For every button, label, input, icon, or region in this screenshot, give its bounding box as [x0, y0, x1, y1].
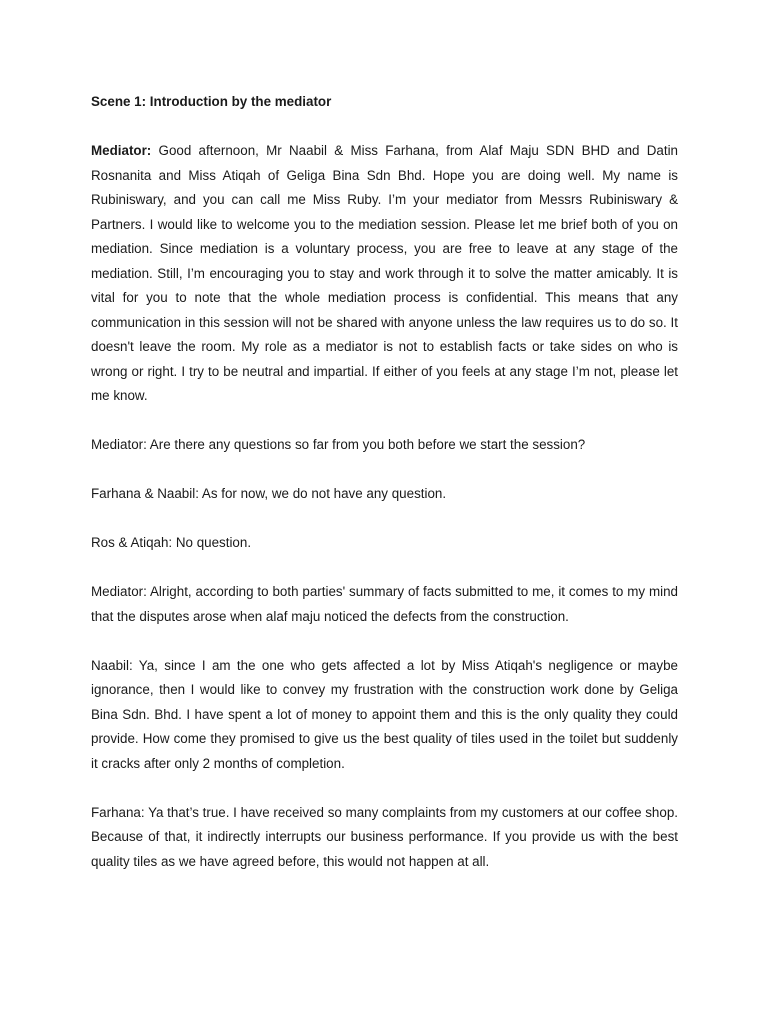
paragraph-naabil-statement: Naabil: Ya, since I am the one who gets affected a lot by Miss Atiqah's negligence or maybe ignorance, then I would like to convey my frustration with the construction work done by Geliga Bina Sdn. Bhd. I have spent a lot of money to appoint them and this is the only quality they could provide. How come they promised to give us the best quality of tiles used in the toilet but suddenly it cracks after only 2 months of completion.	[91, 657, 678, 771]
speaker-label-mediator: Mediator:	[91, 143, 152, 158]
paragraph-farhana-statement: Farhana: Ya that’s true. I have received so many complaints from my customers at our coffee shop. Because of that, it indirectly interrupts our business performance. If you provide us with the best quality tiles as we have agreed before, this would not happen at all.	[91, 804, 678, 869]
paragraph-farhana-naabil-reply: Farhana & Naabil: As for now, we do not have any question.	[91, 486, 447, 501]
scene-heading: Scene 1: Introduction by the mediator	[91, 94, 332, 109]
paragraph-mediator-introduction	[91, 139, 678, 409]
paragraph-ros-atiqah-reply: Ros & Atiqah: No question.	[91, 535, 252, 550]
paragraph-mediator-question: Mediator: Are there any questions so far from you both before we start the session?	[91, 437, 586, 452]
paragraph-mediator-summary: Mediator: Alright, according to both parties' summary of facts submitted to me, it comes to my mind that the disputes arose when alaf maju noticed the defects from the construction.	[91, 584, 678, 624]
paragraph-text: Good afternoon, Mr Naabil & Miss Farhana, from Alaf Maju SDN BHD and Datin Rosnanita and Miss Atiqah of Geliga Bina Sdn Bhd. Hope you are doing well. My name is Rubiniswary, and you can call me Miss Ruby. I’m your mediator from Messrs Rubiniswary & Partners. I would like to welcome you to the mediation session. Please let me brief both of you on mediation. Since mediation is a voluntary process, you are free to leave at any stage of the mediation. Still, I’m encouraging you to stay and work through it to solve the matter amicably. It is vital for you to note that the whole mediation process is confidential. This means that any communication in this session will not be shared with anyone unless the law requires us to do so. It doesn't leave the room. My role as a mediator is not to establish facts or take sides on who is wrong or right. I try to be neutral and impartial. If either of you feels at any stage I’m not, please let me know.	[91, 143, 678, 403]
